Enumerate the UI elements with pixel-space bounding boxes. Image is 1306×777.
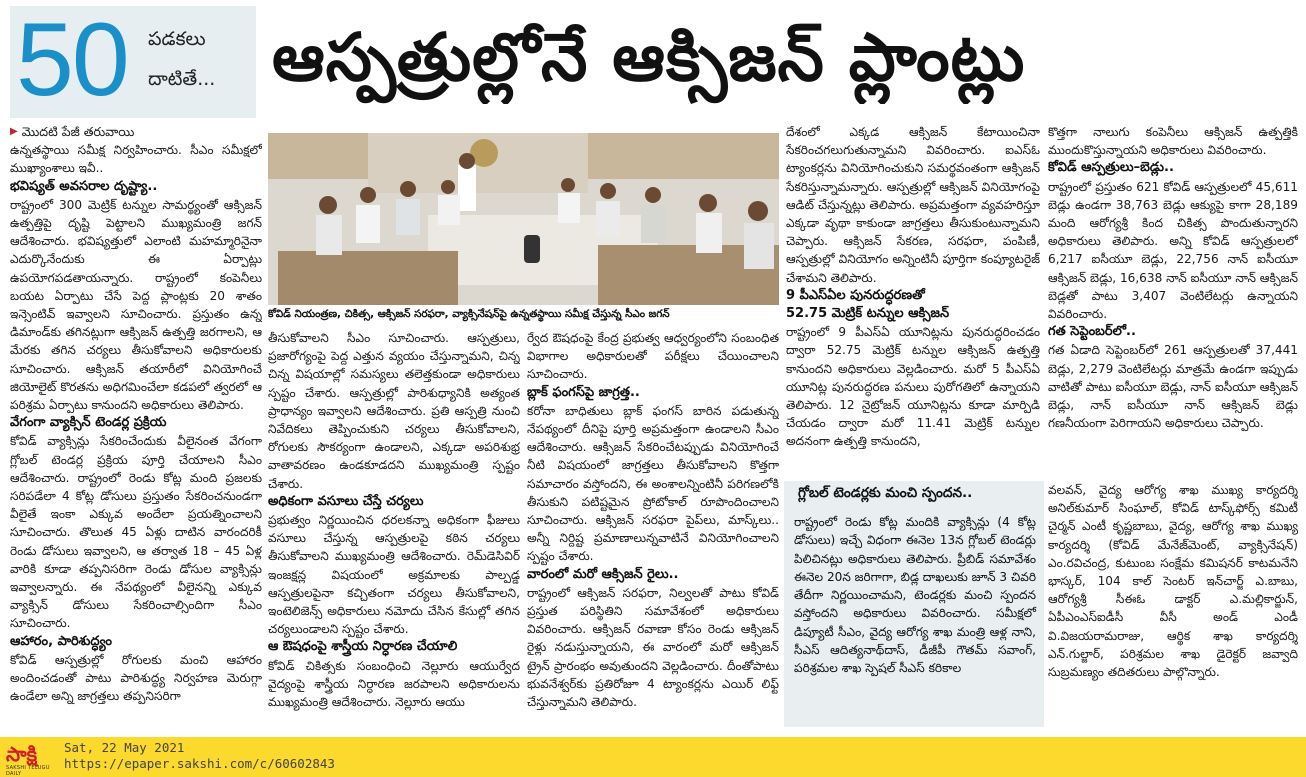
edition-url[interactable]: https://epaper.sakshi.com/c/60602843 — [64, 756, 335, 771]
subheading: భవిష్యత్ అవసరాల దృష్ట్యా.. — [10, 178, 158, 194]
subheading: ఆహారం, పారిశుద్ధ్యం — [10, 633, 113, 649]
subheading: 52.75 మెట్రిక్ టన్నుల ఆక్సిజన్ — [786, 306, 950, 322]
meeting-photo-illustration — [268, 133, 779, 305]
paragraph: రాష్ట్రంలో ప్రస్తుతం 621 కోవిడ్ ఆస్పత్రులలో 45,611 బెడ్లు ఉండగా 38,763 బెడ్లు ఆక్యుపై కాగా 28,189 మంది ఆరోగ్యశ్రీ కింద చికిత్స పొందుతున్నారని అధికారులు తెలిపారు. అన్ని కోవిడ్ ఆస్పత్రులలో 6,217 ఐసీయూ బెడ్లు, 22,756 నాన్ ఐసీయూ ఆక్సిజన్ బెడ్లు, 16,638 నాన్ ఐసీయూ నాన్ ఆక్సిజన్ బెడ్లతో పాటు 3,407 వెంటిలేటర్లు ఉన్నాయని వివరించారు. — [1048, 179, 1298, 322]
edition-date: Sat, 22 May 2021 — [64, 740, 185, 755]
paragraph: ర్వేద ఔషధంపై కేంద్ర ప్రభుత్వ ఆధ్వర్యంలోని సంబంధిత విభాగాల అధికారులతో పరీక్షలు చేయించాలని సూచించారు. — [527, 331, 779, 382]
subheading: కోవిడ్ ఆస్పత్రులు–బెడ్లు.. — [1048, 160, 1174, 176]
headline-area — [0, 0, 1306, 122]
paragraph: వలవన్, వైద్య ఆరోగ్య శాఖ ముఖ్య కార్యదర్శి అనిల్‌కుమార్ సింఘాల్, కోవిడ్ టాస్క్‌ఫోర్స్ కమిటీ చైర్మన్ ఎంటీ కృష్ణబాబు, వైద్య, ఆరోగ్య శాఖ ముఖ్య కార్యదర్శి (కోవిడ్ మేనేజ్‌మెంట్, వ్యాక్సినేషన్) ఎం.రవిచంద్ర, కుటుంబ సంక్షేమ కమిషనర్ కాటమనేని భాస్కర్, 104 కాల్ సెంటర్ ఇన్‌చార్జ్ ఎ.బాబు, ఆరోగ్యశ్రీ సీఈఓ డాక్టర్ ఎ.మల్లికార్జున్, ఏపీఎంఎస్ఐడీసీ వీసీ అండ్ ఎండీ వి.విజయరామరాజు, ఆర్థిక శాఖ కార్యదర్శి ఎన్.గుల్జార్, పరిశ్రమల శాఖ డైరెక్టర్ జవ్వాది సుబ్రమణ్యం తదితరులు పాల్గొన్నారు. — [1048, 483, 1298, 680]
footer-bar — [0, 737, 1306, 777]
paragraph: కరోనా బాధితులు బ్లాక్ ఫంగస్ బారిన పడుతున్న నేపథ్యంలో దీనిపై పూర్తి అప్రమత్తంగా ఉండాలని సీఎం ఆదేశించారు. ఆక్సిజన్ సేకరించేటప్పుడు వినియోగించే నీటి విషయంలో జాగ్రత్తలు తీసుకోవాలని కొత్తగా సమాచారం వస్తోందని, ఈ అంశాలన్నింటినీ పరిగణలోకి తీసుకుని పటిష్టమైన ప్రోటోకాల్ రూపొందించాలని సూచించారు. ఆక్సిజన్ సరఫరా పైప్‌లు, మాస్క్‌లు.. అన్నీ నిర్దిష్ట ప్రమాణాలున్నవాటినే వినియోగించాలని స్పష్టం చేశారు. — [527, 403, 779, 564]
count-number: 50 — [16, 2, 128, 118]
paragraph: ఉన్నతస్థాయి సమీక్ష నిర్వహించారు. సీఎం సమీక్షలో ముఖ్యాంశాలు ఇవీ.. — [10, 143, 262, 176]
paragraph: తీసుకోవాలని సీఎం సూచించారు. ఆస్పత్రులు, ప్రజారోగ్యంపై పెద్ద ఎత్తున వ్యయం చేస్తున్నామని, చిన్న చిన్న విషయాల్లో సమస్యలు తలెత్తకుండా అధికారులు స్పష్టం చేశారు. ఆస్పత్రుల్లో పారిశుధ్యానికి అత్యంత ప్రాధాన్యం ఇవ్వాలని ఆదేశించారు. ప్రతి ఆస్పత్రి నుంచి నివేదికలు తెప్పించుకుని చర్యలు తీసుకోవాలని, రోగులకు సౌకర్యంగా ఉండాలని, ఎక్కడా అపరిశుభ్ర వాతావరణం ఉండకూడదని ముఖ్యమంత్రి స్పష్టం చేశారు. — [268, 331, 520, 491]
paragraph: కోవిడ్ చికిత్సకు సంబంధించి నెల్లూరు ఆయుర్వేద వైద్యంపై శాస్త్రీయ నిర్ధారణ జరపాలని అధికారులను ముఖ్యమంత్రి ఆదేశించారు. నెల్లూరు ఆయు — [268, 658, 520, 710]
edition-meta — [64, 740, 335, 772]
column-6 — [1048, 481, 1298, 733]
count-sub-line-2: దాటితే... — [148, 68, 216, 90]
box-title: గ్లోబల్ టెండర్లకు మంచి స్పందన.. — [798, 485, 973, 501]
subheading: గత సెప్టెంబర్‌లో.. — [1048, 324, 1136, 340]
paragraph: కోవిడ్ వ్యాక్సిన్లు సేకరించేందుకు వీలైనంత వేగంగా గ్లోబల్ టెండర్ల ప్రక్రియ పూర్తి చేయాలని సీఎం ఆదేశించారు. రాష్ట్రంలో రెండు కోట్ల మంది ప్రజలకు సరిపడేలా 4 కోట్ల డోసులు ప్రస్తుతం సేకరించనుండగా వీలైతే ఇంకా ఎక్కువ అందేలా ప్రయత్నించాలని సూచించారు. తొలుత 45 ఏళ్లు దాటిన వారందరికీ రెండు డోసులు ఇవ్వాలని, ఆ తర్వాత 18 – 45 ఏళ్ల వారికి కూడా తప్పనిసరిగా రెండు డోసుల వ్యాక్సిన్లు ఇవ్వాలన్నారు. ఈ నేపథ్యంలో వీలైనన్ని ఎక్కువ వ్యాక్సిన్ డోసులు సేకరించాల్సిందిగా సీఎం సూచించారు. — [10, 434, 262, 631]
box-text: రాష్ట్రంలో రెండు కోట్ల మందికి వ్యాక్సిన్లు (4 కోట్ల డోసులు) ఇచ్చే విధంగా ఈనెల 13న గ్లోబల్ టెండర్లు పిలిచినట్లు అధికారులు తెలిపారు. ప్రీబిడ్ సమావేశం ఈనెల 20న జరిగాగా, బిడ్ల దాఖలుకు జూన్ 3 చివరి తేదీగా నిర్ణయించామని, టెండర్లకు మంచి స్పందన వస్తోందని అధికారులు వివరించారు. సమీక్షలో డిప్యూటీ సీఎం, వైద్య ఆరోగ్య శాఖ మంత్రి ఆళ్ల నాని, సీఎస్ ఆదిత్యనాథ్‌దాస్, డీజీపీ గౌతమ్ సవాంగ్, పరిశ్రమల శాఖ స్పెషల్ సీఎస్ కరికాల — [794, 515, 1036, 676]
meeting-photo — [268, 133, 779, 305]
paragraph: రాష్ట్రంలో ఆక్సిజన్ సరఫరా, నిల్వలతో పాటు కోవిడ్ ప్రస్తుత పరిస్థితిని సమావేశంలో అధికారులు వివరించారు. ఆక్సిజన్ రవాణా కోసం రెండు ఆక్సిజన్ రైళ్లు నడుస్తున్నాయని, ఈ వారంలో మరో ఆక్సిజన్ ట్రైన్ ప్రారంభం అవుతుందని వెల్లడించారు. దీంతోపాటు భువనేశ్వర్‌కు ప్రతిరోజూ 4 ట్యాంకర్లను ఎయిర్ లిఫ్ట్ చేస్తున్నామని తెలిపారు. — [527, 585, 779, 710]
column-4 — [786, 123, 1040, 475]
count-callout — [10, 2, 256, 118]
paragraph: ప్రభుత్వం నిర్ణయించిన ధరలకన్నా అధికంగా ఫీజులు వసూలు చేస్తున్న ఆస్పత్రులపై కఠిన చర్యలు తీసుకోవాలని ముఖ్యమంత్రి ఆదేశించారు. రెమ్‌డెసివిర్ ఇంజక్షన్ల విషయంలో అక్రమాలకు పాల్పడ్డ ఆస్పత్రులపైనా కచ్చితంగా చర్యలు తీసుకోవాలని, ఇంటెలిజెన్స్ అధికారులు నమోదు చేసిన కేసుల్లో తగిన చర్యలుండాలని స్పష్టం చేశారు. — [268, 513, 520, 637]
global-tenders-box — [784, 481, 1044, 727]
subheading: ఆ ఔషధంపై శాస్త్రీయ నిర్ధారణ చేయాలి — [268, 639, 458, 655]
continued-label: ▶ మొదటి పేజీ తరువాయి — [10, 123, 262, 141]
subheading: 9 పీఎస్ఏల పునరుద్ధరణతో — [786, 287, 925, 303]
column-2 — [268, 329, 520, 733]
paragraph: గత ఏడాది సెప్టెంబర్‌లో 261 ఆస్పత్రులతో 37,441 బెడ్లు, 2,279 వెంటిలేటర్లు మాత్రమే ఉండగా ఇప్పుడు వాటితో పాటు ఐసీయూ బెడ్లు, నాన్ ఐసీయూ ఆక్సిజన్ బెడ్లు, నాన్ ఐసీయూ నాన్ ఆక్సిజన్ బెడ్లు గణనీయంగా పెరిగాయని అధికారులు చెప్పారు. — [1048, 343, 1298, 431]
main-headline: ఆస్పత్రుల్లోనే ఆక్సిజన్ ప్లాంట్లు — [272, 19, 1026, 96]
subheading: వేగంగా వ్యాక్సిన్ టెండర్ల ప్రక్రియ — [10, 415, 167, 431]
sakshi-logo: సాక్షి SAKSHI TELUGU DAILY — [6, 742, 50, 777]
count-sub-line-1: పడకలు — [148, 28, 206, 50]
paragraph: కొత్తగా నాలుగు కంపెనీలు ఆక్సిజన్ ఉత్పత్తికి ముందుకొస్తున్నాయని అధికారులు వివరించారు. — [1048, 125, 1298, 158]
paragraph: రాష్ట్రంలో 9 పీఎస్ఏ యూనిట్లను పునరుద్ధరించడం ద్వారా 52.75 మెట్రిక్ టన్నుల ఆక్సిజన్ ఉత్పత్తి కానుందని అధికారులు వెల్లడించారు. మరో 5 పీఎస్ఏ యూనిట్ల పునరుద్ధరణ పనులు పురోగతిలో ఉన్నాయని తెలిపారు. 12 నైట్రోజన్ యూనిట్లను కూడా మార్పిడి చేయడం ద్వారా మరో 11.41 మెట్రిక్ టన్నుల అదనంగా ఉత్పత్తి కానుందని, — [786, 325, 1040, 449]
subheading: బ్లాక్ ఫంగస్‌పై జాగ్రత్త.. — [527, 384, 640, 400]
paragraph: కోవిడ్ ఆస్పత్రుల్లో రోగులకు మంచి ఆహారం అందించడంతో పాటు పారిశుద్ధ్య నిర్వహణ మెరుగ్గా ఉండేలా అన్ని జాగ్రత్తలు తప్పనిసరిగా — [10, 652, 262, 704]
column-3 — [527, 329, 779, 733]
column-1 — [10, 123, 262, 733]
paragraph: రాష్ట్రంలో 300 మెట్రిక్ టన్నుల సామర్థ్యంతో ఆక్సిజన్ ఉత్పత్తిపై దృష్టి పెట్టాలని ముఖ్యమంత్రి జగన్ ఆదేశించారు. భవిష్యత్తులో ఎలాంటి మహమ్మారినైనా ఎదుర్కొనేందుకు ఈ ఏర్పాట్లు ఉపయోగపడతాయన్నారు. రాష్ట్రంలో కంపెనీలు బయట ఏర్పాటు చేసే పెద్ద ప్లాంట్లకు 20 శాతం ఇన్సెంటివ్ ఇవ్వాలని సూచించారు. ప్రస్తుతం ఉన్న డిమాండ్‌కు తగినట్లుగా ఆక్సిజన్ ఉత్పత్తి జరగాలని, ఆ మేరకు తగిన చర్యలు తీసుకోవాలని అధికారులకు సూచించారు. ఆక్సిజన్ తయారీలో వినియోగించే జియోలైట్ కొరతను అధిగమించేలా కడపలో త్వరలో ఆ పరిశ్రమ ఏర్పాటు కానుందని అధికారులు తెలిపారు. — [10, 197, 262, 413]
triangle-bullet-icon: ▶ — [10, 126, 18, 137]
column-5 — [1048, 123, 1298, 475]
paragraph: దేశంలో ఎక్కడ ఆక్సిజన్ కేటాయించినా సేకరించగలుగుతున్నామని వివరించారు. ఐఎస్‌ఓ ట్యాంకర్లను వినియోగించుకుని సమర్థవంతంగా ఆక్సిజన్ సేకరిస్తున్నామన్నారు. ఆస్పత్రుల్లో ఆక్సిజన్ వినియోగంపై ఆడిట్ చేస్తున్నట్లు తెలిపారు. అప్రమత్తంగా వ్యవహరిస్తూ ఎక్కడా వృథా కాకుండా జాగ్రత్తలు తీసుకుంటున్నామని చెప్పారు. ఆక్సిజన్ సేకరణ, సరఫరా, పంపిణీ, ఆస్పత్రుల్లో వినియోగం అన్నింటినీ పూర్తిగా కంప్యూటరైజ్ చేశామని తెలిపారు. — [786, 125, 1040, 285]
photo-block — [268, 133, 779, 321]
photo-caption: కోవిడ్ నియంత్రణ, చికిత్స, ఆక్సిజన్ సరఫరా, వ్యాక్సినేషన్‌పై ఉన్నతస్థాయి సమీక్ష చేస్తున్న సీఎం జగన్ — [268, 308, 670, 320]
subheading: అధికంగా వసూలు చేస్తే చర్యలు — [268, 493, 424, 509]
subheading: వారంలో మరో ఆక్సిజన్ రైలు.. — [527, 566, 679, 582]
